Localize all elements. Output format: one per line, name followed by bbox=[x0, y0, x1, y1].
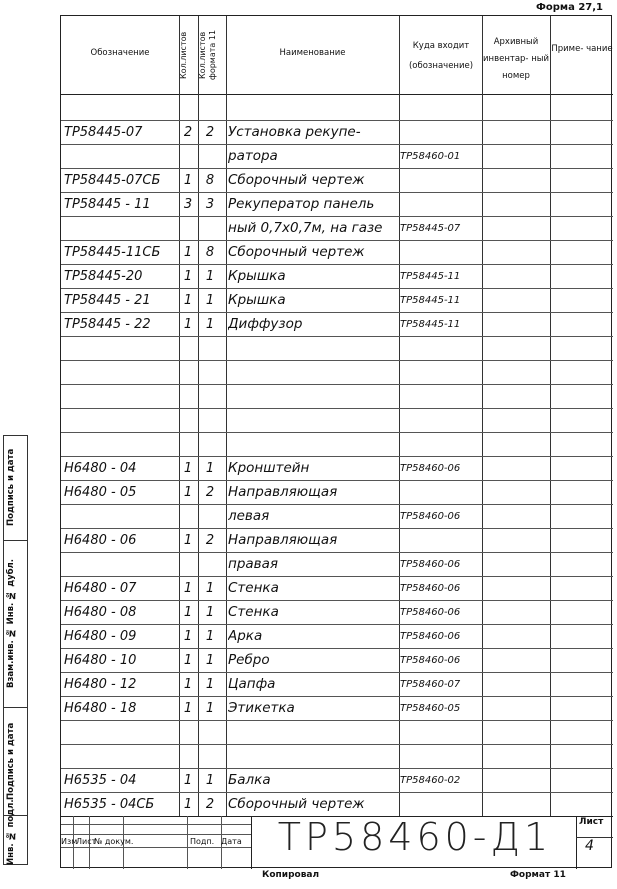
row-designation: Н6480 - 08 bbox=[64, 605, 137, 620]
row-name: Стенка bbox=[228, 604, 279, 620]
row-sheets-count bbox=[179, 552, 197, 575]
stamp-label-doc: № докум. bbox=[94, 837, 134, 846]
row-designation bbox=[64, 432, 176, 455]
row-designation: Н6535 - 04 bbox=[64, 773, 137, 788]
table-row bbox=[61, 672, 613, 695]
row-where-used: ТР58460-06 bbox=[400, 655, 461, 666]
row-where-used bbox=[400, 384, 484, 407]
row-name: Крышка bbox=[228, 268, 286, 284]
spec-sheet bbox=[60, 15, 612, 868]
header-note: Приме- чание bbox=[551, 44, 613, 54]
table-row bbox=[61, 384, 613, 407]
row-sheets-format bbox=[198, 360, 222, 383]
row-sheets-format bbox=[198, 720, 222, 743]
row-where-used: ТР58445-07 bbox=[400, 223, 461, 234]
row-sheets-count bbox=[179, 216, 197, 239]
row-name bbox=[228, 360, 400, 383]
row-designation: Н6480 - 12 bbox=[64, 677, 137, 692]
row-sheets-format: 1 bbox=[205, 653, 215, 668]
row-sheets-count: 1 bbox=[183, 629, 193, 644]
row-where-used bbox=[400, 240, 484, 263]
row-where-used bbox=[400, 792, 484, 815]
footer-copied: Копировал bbox=[262, 870, 320, 880]
row-name: Балка bbox=[228, 772, 271, 788]
row-designation: Н6480 - 09 bbox=[64, 629, 137, 644]
row-sheets-count: 1 bbox=[183, 677, 193, 692]
row-sheets-format: 1 bbox=[205, 605, 215, 620]
row-name: Арка bbox=[228, 628, 263, 644]
row-sheets-format bbox=[198, 408, 222, 431]
row-sheets-count bbox=[179, 360, 197, 383]
table-header bbox=[61, 16, 613, 95]
row-sheets-count bbox=[179, 744, 197, 767]
row-name: левая bbox=[228, 508, 270, 524]
row-name: Сборочный чертеж bbox=[228, 172, 365, 188]
row-sheets-format: 1 bbox=[205, 629, 215, 644]
side-band-sign-label-1: Подпись и дата bbox=[6, 448, 16, 527]
row-sheets-count bbox=[179, 504, 197, 527]
row-sheets-count bbox=[179, 432, 197, 455]
row-sheets-format: 2 bbox=[205, 125, 215, 140]
sheet-label: Лист bbox=[579, 817, 604, 827]
row-sheets-count bbox=[179, 336, 197, 359]
row-designation: Н6480 - 04 bbox=[64, 461, 137, 476]
row-sheets-format bbox=[198, 96, 222, 119]
row-name: Рекуператор панель bbox=[228, 196, 375, 212]
row-where-used: ТР58445-11 bbox=[400, 319, 461, 330]
row-where-used bbox=[400, 720, 484, 743]
row-sheets-format: 8 bbox=[205, 245, 215, 260]
row-where-used: ТР58445-11 bbox=[400, 271, 461, 282]
row-designation: Н6480 - 18 bbox=[64, 701, 137, 716]
row-designation bbox=[64, 744, 176, 767]
row-designation: ТР58445-07СБ bbox=[64, 173, 161, 188]
row-designation: ТР58445-20 bbox=[64, 269, 143, 284]
row-sheets-count: 1 bbox=[183, 173, 193, 188]
row-designation bbox=[64, 552, 176, 575]
header-sheets-count: Кол.листов bbox=[179, 31, 188, 79]
row-designation bbox=[64, 384, 176, 407]
row-name: Стенка bbox=[228, 580, 279, 596]
row-sheets-count bbox=[179, 96, 197, 119]
row-sheets-count bbox=[179, 144, 197, 167]
header-sheets-format: Кол.листов формата 11 bbox=[198, 29, 217, 81]
row-where-used: ТР58460-05 bbox=[400, 703, 461, 714]
row-sheets-count: 2 bbox=[183, 125, 193, 140]
table-row bbox=[61, 648, 613, 671]
table-row bbox=[61, 456, 613, 479]
row-sheets-count: 1 bbox=[183, 701, 193, 716]
row-designation bbox=[64, 336, 176, 359]
table-row bbox=[61, 336, 613, 359]
row-name: Кронштейн bbox=[228, 460, 310, 476]
side-band-replace-label: Взам.инв. № Инв. № дубл. bbox=[6, 559, 16, 688]
table-row bbox=[61, 312, 613, 335]
row-name: Направляющая bbox=[228, 532, 338, 548]
row-where-used bbox=[400, 360, 484, 383]
table-row bbox=[61, 768, 613, 791]
row-name: Сборочный чертеж bbox=[228, 244, 365, 260]
row-designation bbox=[64, 504, 176, 527]
stamp-label-izm: Изм bbox=[61, 837, 78, 846]
form-label: Форма 27,1 bbox=[535, 2, 603, 13]
row-name: Сборочный чертеж bbox=[228, 796, 365, 812]
stamp-label-list: Лист bbox=[76, 837, 97, 846]
stamp-label-date: Дата bbox=[221, 837, 242, 846]
row-sheets-count: 1 bbox=[183, 293, 193, 308]
row-sheets-format: 1 bbox=[205, 317, 215, 332]
row-where-used: ТР58460-06 bbox=[400, 559, 461, 570]
row-sheets-count: 1 bbox=[183, 653, 193, 668]
side-band-inv-label: Инв. № подл. bbox=[6, 799, 16, 865]
row-designation: ТР58445-07 bbox=[64, 125, 143, 140]
row-name: Направляющая bbox=[228, 484, 338, 500]
row-sheets-format bbox=[198, 552, 222, 575]
row-sheets-format bbox=[198, 336, 222, 359]
row-sheets-format: 1 bbox=[205, 581, 215, 596]
row-name bbox=[228, 96, 400, 119]
row-name: правая bbox=[228, 556, 279, 572]
row-sheets-format bbox=[198, 432, 222, 455]
table-row bbox=[61, 552, 613, 575]
row-name bbox=[228, 336, 400, 359]
row-where-used: ТР58460-06 bbox=[400, 583, 461, 594]
stamp-label-sign: Подп. bbox=[190, 837, 215, 846]
table-row bbox=[61, 408, 613, 431]
row-name: Этикетка bbox=[228, 700, 295, 716]
row-sheets-count bbox=[179, 720, 197, 743]
row-where-used bbox=[400, 744, 484, 767]
row-where-used bbox=[400, 480, 484, 503]
row-sheets-count: 1 bbox=[183, 461, 193, 476]
row-where-used: ТР58460-06 bbox=[400, 463, 461, 474]
row-name bbox=[228, 384, 400, 407]
row-name bbox=[228, 720, 400, 743]
row-sheets-format bbox=[198, 384, 222, 407]
row-where-used bbox=[400, 192, 484, 215]
row-name: Установка рекупе- bbox=[228, 124, 361, 140]
row-sheets-count: 1 bbox=[183, 605, 193, 620]
row-sheets-format: 2 bbox=[205, 797, 215, 812]
table-row bbox=[61, 432, 613, 455]
row-where-used: ТР58460-02 bbox=[400, 775, 461, 786]
row-sheets-count: 1 bbox=[183, 797, 193, 812]
row-sheets-format: 8 bbox=[205, 173, 215, 188]
row-sheets-count bbox=[179, 408, 197, 431]
header-designation: Обозначение bbox=[90, 48, 150, 58]
row-designation: ТР58445 - 21 bbox=[64, 293, 151, 308]
table-row bbox=[61, 240, 613, 263]
row-where-used bbox=[400, 120, 484, 143]
row-designation bbox=[64, 216, 176, 239]
row-sheets-format: 2 bbox=[205, 485, 215, 500]
row-sheets-count: 1 bbox=[183, 269, 193, 284]
row-sheets-count: 1 bbox=[183, 317, 193, 332]
row-where-used: ТР58460-06 bbox=[400, 631, 461, 642]
row-name: Диффузор bbox=[228, 316, 303, 332]
row-designation bbox=[64, 96, 176, 119]
table-row bbox=[61, 792, 613, 815]
row-designation: Н6480 - 05 bbox=[64, 485, 137, 500]
row-where-used: ТР58460-01 bbox=[400, 151, 461, 162]
row-designation bbox=[64, 720, 176, 743]
table-row bbox=[61, 744, 613, 767]
table-row bbox=[61, 624, 613, 647]
row-designation: Н6480 - 07 bbox=[64, 581, 137, 596]
row-sheets-format: 1 bbox=[205, 773, 215, 788]
row-sheets-count: 3 bbox=[183, 197, 193, 212]
row-name: Ребро bbox=[228, 652, 270, 668]
row-where-used bbox=[400, 408, 484, 431]
table-row bbox=[61, 720, 613, 743]
row-name bbox=[228, 432, 400, 455]
table-row bbox=[61, 576, 613, 599]
row-designation: ТР58445 - 22 bbox=[64, 317, 151, 332]
row-where-used bbox=[400, 336, 484, 359]
header-archive: Архивный инвентар- ный номер bbox=[483, 37, 549, 81]
table-row bbox=[61, 696, 613, 719]
row-sheets-count: 1 bbox=[183, 773, 193, 788]
row-where-used bbox=[400, 168, 484, 191]
row-designation bbox=[64, 360, 176, 383]
side-band-sign-label-2: Подпись и дата bbox=[6, 722, 16, 800]
row-sheets-count bbox=[179, 384, 197, 407]
row-name: Крышка bbox=[228, 292, 286, 308]
table-row bbox=[61, 480, 613, 503]
row-name: ный 0,7х0,7м, на газе bbox=[228, 220, 383, 236]
row-sheets-format: 1 bbox=[205, 293, 215, 308]
row-sheets-count: 1 bbox=[183, 533, 193, 548]
row-sheets-format bbox=[198, 216, 222, 239]
row-name bbox=[228, 408, 400, 431]
row-designation: Н6480 - 06 bbox=[64, 533, 137, 548]
row-where-used bbox=[400, 432, 484, 455]
table-row bbox=[61, 96, 613, 119]
row-sheets-format bbox=[198, 744, 222, 767]
table-row bbox=[61, 144, 613, 167]
row-where-used bbox=[400, 528, 484, 551]
row-sheets-format: 1 bbox=[205, 677, 215, 692]
sheet-number: 4 bbox=[585, 838, 594, 854]
document-number: ТР58460-Д1 bbox=[277, 815, 553, 859]
row-name: ратора bbox=[228, 148, 278, 164]
row-sheets-count: 1 bbox=[183, 485, 193, 500]
row-sheets-format bbox=[198, 504, 222, 527]
table-row bbox=[61, 192, 613, 215]
table-row bbox=[61, 600, 613, 623]
row-sheets-format: 2 bbox=[205, 533, 215, 548]
header-where-used: Куда входит (обозначение) bbox=[408, 41, 474, 71]
table-row bbox=[61, 264, 613, 287]
row-where-used: ТР58460-06 bbox=[400, 511, 461, 522]
table-row bbox=[61, 288, 613, 311]
row-sheets-count: 1 bbox=[183, 245, 193, 260]
row-sheets-format bbox=[198, 144, 222, 167]
row-sheets-format: 1 bbox=[205, 461, 215, 476]
table-row bbox=[61, 168, 613, 191]
row-sheets-format: 1 bbox=[205, 269, 215, 284]
row-name: Цапфа bbox=[228, 676, 276, 692]
row-name bbox=[228, 744, 400, 767]
row-designation: Н6480 - 10 bbox=[64, 653, 137, 668]
row-sheets-format: 1 bbox=[205, 701, 215, 716]
table-row bbox=[61, 360, 613, 383]
row-designation: Н6535 - 04СБ bbox=[64, 797, 155, 812]
row-designation: ТР58445-11СБ bbox=[64, 245, 161, 260]
row-where-used: ТР58460-07 bbox=[400, 679, 461, 690]
table-row bbox=[61, 216, 613, 239]
row-designation: ТР58445 - 11 bbox=[64, 197, 151, 212]
row-sheets-count: 1 bbox=[183, 581, 193, 596]
table-row bbox=[61, 504, 613, 527]
table-row bbox=[61, 528, 613, 551]
row-where-used bbox=[400, 96, 484, 119]
row-where-used: ТР58445-11 bbox=[400, 295, 461, 306]
footer-format: Формат 11 bbox=[510, 870, 566, 880]
row-where-used: ТР58460-06 bbox=[400, 607, 461, 618]
row-designation bbox=[64, 408, 176, 431]
table-row bbox=[61, 120, 613, 143]
header-name: Наименование bbox=[279, 48, 346, 58]
row-sheets-format: 3 bbox=[205, 197, 215, 212]
row-designation bbox=[64, 144, 176, 167]
